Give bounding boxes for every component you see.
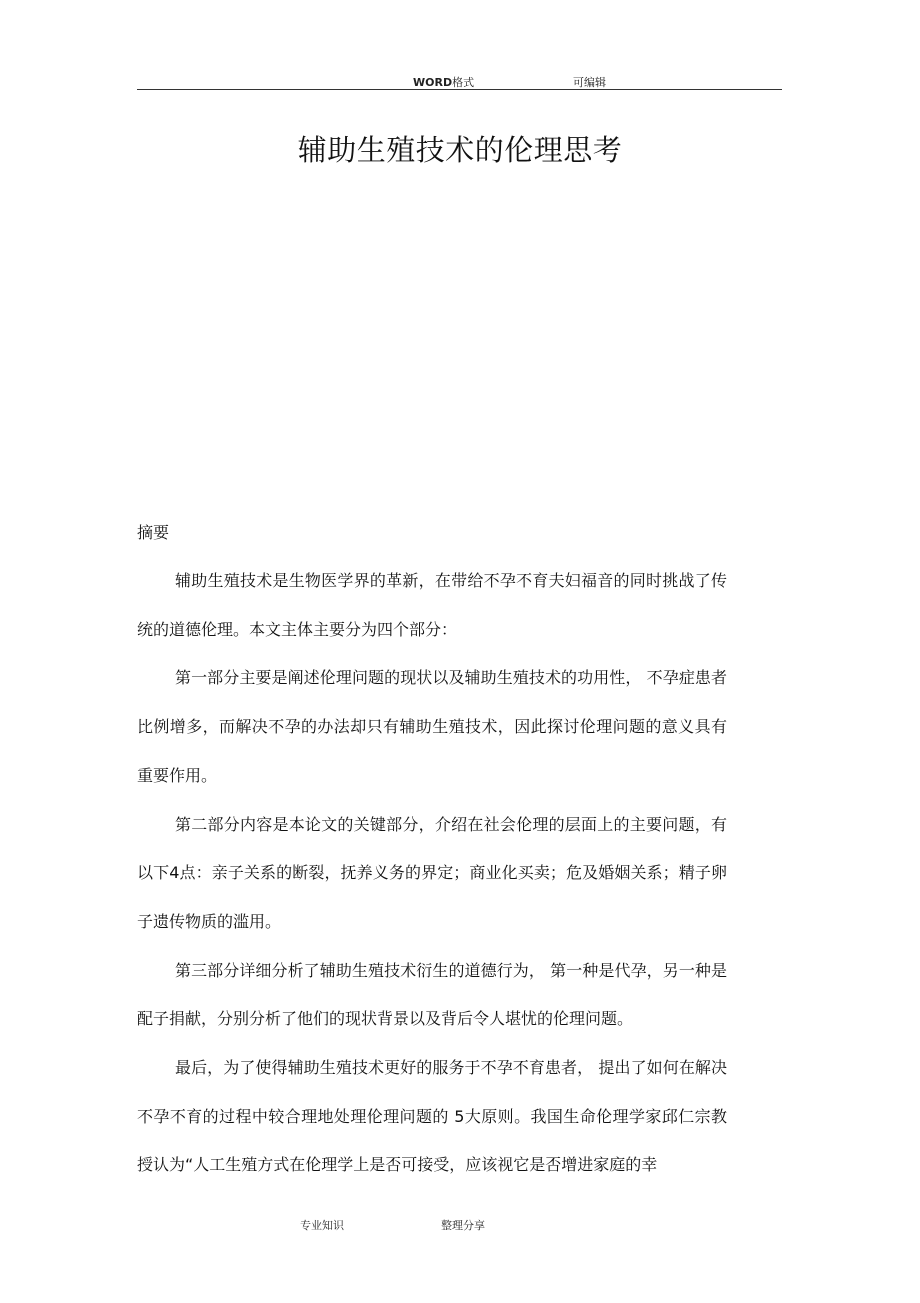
abstract-paragraph-1: 辅助生殖技术是生物医学界的革新，在带给不孕不育夫妇福音的同时挑战了传统的道德伦理。本文主体主要分为四个部分： [137,571,727,639]
abstract-paragraph-3: 第二部分内容是本论文的关键部分，介绍在社会伦理的层面上的主要问题，有以下4点：亲子关系的断裂，抚养义务的界定；商业化买卖；危及婚姻关系；精子卵子遗传物质的滥用。 [137,814,727,931]
header-format-text: 格式 [452,76,475,89]
document-title: 辅助生殖技术的伦理思考 [297,133,623,167]
header-editable-label: 可编辑 [573,76,606,89]
abstract-paragraph-4: 第三部分详细分析了辅助生殖技术衍生的道德行为， 第一种是代孕，另一种是配子捐献，分别分析了他们的现状背景以及背后令人堪忧的伦理问题。 [137,960,727,1029]
abstract-paragraph-5: 最后，为了使得辅助生殖技术更好的服务于不孕不育患者， 提出了如何在解决不孕不育的过程中较合理地处理伦理问题的 5大原则。我国生命伦理学家邱仁宗教授认为“人工生殖方式在伦理学上是否可接受，应该视它是否增进家庭的幸 [137,1058,727,1175]
footer-knowledge-label: 专业知识 [300,1219,344,1232]
header-format-label [413,74,474,90]
abstract-heading: 摘要 [137,523,170,542]
header-divider [137,89,782,90]
abstract-paragraph-2: 第一部分主要是阐述伦理问题的现状以及辅助生殖技术的功用性， 不孕症患者比例增多，而解决不孕的办法却只有辅助生殖技术，因此探讨伦理问题的意义具有重要作用。 [137,668,727,785]
page-header [137,72,782,89]
footer-share-label: 整理分享 [441,1219,485,1232]
abstract-body [137,557,727,1190]
page-footer [0,1217,920,1233]
header-word-text: WORD [413,76,453,89]
